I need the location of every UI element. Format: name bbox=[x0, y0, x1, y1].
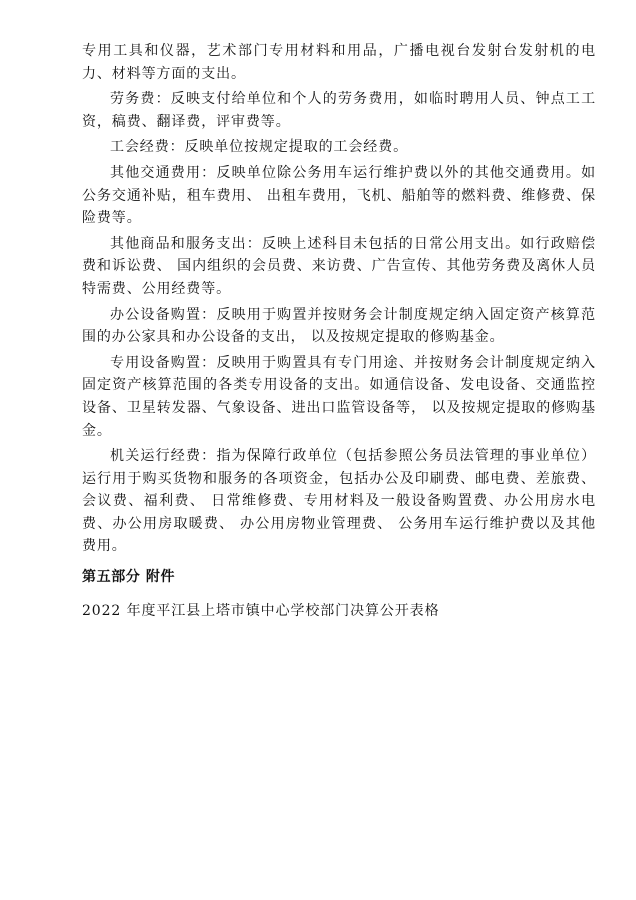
paragraph-special-equipment: 专用设备购置：反映用于购置具有专门用途、并按财务会计制度规定纳入固定资产核算范围的各类专用设备的支出。如通信设备、发电设备、交通监控设备、卫星转发器、气象设备、进出口监管设备等， 以及按规定提取的修购基金。 bbox=[82, 354, 596, 439]
paragraph-other-goods-services: 其他商品和服务支出：反映上述科目未包括的日常公用支出。如行政赔偿费和诉讼费、 国内组织的会员费、来访费、广告宣传、其他劳务费及离休人员特需费、公用经费等。 bbox=[82, 235, 596, 297]
paragraph-operating-funds: 机关运行经费：指为保障行政单位（包括参照公务员法管理的事业单位）运行用于购买货物和服务的各项资金，包括办公及印刷费、邮电费、差旅费、会议费、福利费、 日常维修费、专用材料及一般设备购置费、办公用房水电费、办公用房取暖费、 办公用房物业管理费、 公务用车运行维护费以及其他费用。 bbox=[82, 448, 596, 555]
paragraph-other-transport: 其他交通费用：反映单位除公务用车运行维护费以外的其他交通费用。如公务交通补贴，租车费用、 出租车费用，飞机、船舶等的燃料费、维修费、保险费等。 bbox=[82, 164, 596, 227]
paragraph-labor-fees: 劳务费：反映支付给单位和个人的劳务费用，如临时聘用人员、钟点工工资，稿费、翻译费，评审费等。 bbox=[82, 91, 596, 130]
paragraph-special-tools: 专用工具和仪器，艺术部门专用材料和用品，广播电视台发射台发射机的电力、材料等方面的支出。 bbox=[82, 43, 596, 82]
attachment-title: 2022 年度平江县上塔市镇中心学校部门决算公开表格 bbox=[82, 603, 440, 620]
paragraph-union-fees: 工会经费：反映单位按规定提取的工会经费。 bbox=[110, 139, 408, 156]
document-page bbox=[82, 40, 596, 622]
paragraph-office-equipment: 办公设备购置：反映用于购置并按财务会计制度规定纳入固定资产核算范围的办公家具和办公设备的支出， 以及按规定提取的修购基金。 bbox=[82, 306, 596, 346]
section-heading: 第五部分 附件 bbox=[82, 569, 176, 586]
